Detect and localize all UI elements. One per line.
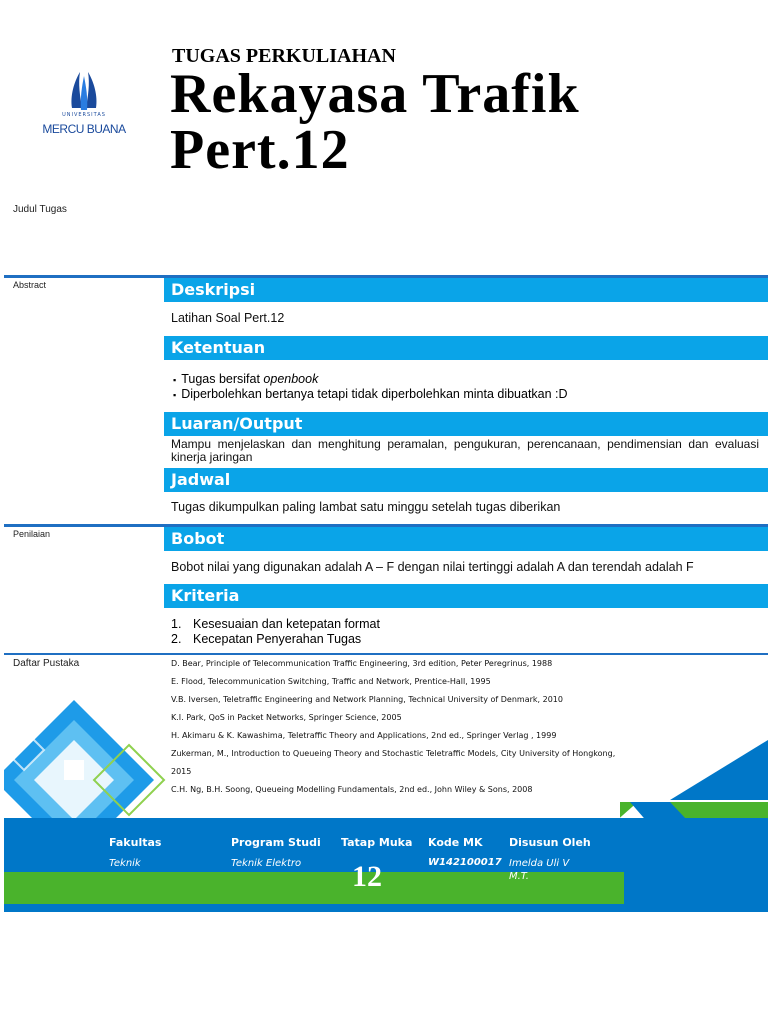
deskripsi-text: Latihan Soal Pert.12 (171, 311, 285, 325)
reference-item: V.B. Iversen, Teletraffic Engineering and Network Planning, Technical University of Denmark, 2010 (171, 695, 563, 704)
kriteria-number-2: 2. (171, 632, 182, 646)
ketentuan-item-2: Diperbolehkan bertanya tetapi tidak diperbolehkan minta dibuatkan :D (181, 387, 568, 401)
section-header-jadwal: Jadwal (164, 468, 768, 492)
reference-item: H. Akimaru & K. Kawashima, Teletraffic Theory and Applications, 2nd ed., Springer Verlag , 1999 (171, 731, 557, 740)
logo-university-text: UNIVERSITAS (62, 112, 106, 118)
footer-fakultas-label: Fakultas (109, 836, 162, 849)
footer-tatap-value: 12 (352, 860, 382, 893)
logo-name: MERCU BUANA (42, 122, 126, 136)
footer-disusun-label: Disusun Oleh (509, 836, 591, 849)
footer-prodi-label: Program Studi (231, 836, 321, 849)
logo-flame-icon (36, 68, 132, 114)
label-penilaian: Penilaian (13, 529, 51, 539)
reference-item: E. Flood, Telecommunication Switching, Traffic and Network, Prentice-Hall, 1995 (171, 677, 491, 686)
footer-disusun-value (509, 857, 569, 883)
reference-item: K.I. Park, QoS in Packet Networks, Springer Science, 2005 (171, 713, 402, 722)
ketentuan-item-1-prefix: Tugas bersifat (181, 372, 264, 386)
bobot-text: Bobot nilai yang digunakan adalah A – F dengan nilai tertinggi adalah A dan terendah adalah F (171, 560, 694, 574)
kriteria-list (171, 617, 380, 647)
reference-item: 2015 (171, 767, 192, 776)
section-header-kriteria: Kriteria (164, 584, 768, 608)
kriteria-number-1: 1. (171, 617, 182, 631)
section-header-bobot: Bobot (164, 527, 768, 551)
document-kind: TUGAS PERKULIAHAN (172, 45, 396, 67)
footer-tatap-label: Tatap Muka (341, 836, 413, 849)
footer-prodi-value: Teknik Elektro (231, 858, 302, 869)
kriteria-text-1: Kesesuaian dan ketepatan format (193, 617, 380, 631)
label-abstract: Abstract (13, 280, 47, 290)
document-title (170, 63, 580, 181)
footer-kode-label: Kode MK (428, 836, 483, 849)
list-item (171, 372, 568, 387)
list-item (171, 632, 380, 647)
label-judul-tugas: Judul Tugas (13, 204, 67, 215)
section-header-luaran: Luaran/Output (164, 412, 768, 436)
reference-item: Zukerman, M., Introduction to Queueing Theory and Stochastic Teletraffic Models, City University of Hongkong, (171, 749, 616, 758)
section-header-deskripsi: Deskripsi (164, 278, 768, 302)
jadwal-text: Tugas dikumpulkan paling lambat satu minggu setelah tugas diberikan (171, 500, 561, 514)
footer-disusun-line-1: Imelda Uli V (509, 858, 570, 869)
reference-item: D. Bear, Principle of Telecommunication Traffic Engineering, 3rd edition, Peter Peregrinus, 1988 (171, 659, 553, 668)
university-logo (36, 68, 132, 144)
footer-kode-value: W142100017 (428, 857, 502, 868)
list-item (171, 387, 568, 402)
label-daftar-pustaka: Daftar Pustaka (13, 658, 80, 669)
section-header-ketentuan: Ketentuan (164, 336, 768, 360)
title-line-2: Pert.12 (170, 119, 350, 181)
footer-disusun-line-2: M.T. (509, 871, 529, 882)
reference-item: C.H. Ng, B.H. Soong, Queueing Modelling Fundamentals, 2nd ed., John Wiley & Sons, 2008 (171, 785, 533, 794)
ketentuan-list (171, 372, 568, 402)
list-item (171, 617, 380, 632)
ketentuan-item-1-emphasis: openbook (263, 372, 319, 386)
kriteria-text-2: Kecepatan Penyerahan Tugas (193, 632, 362, 646)
footer-fakultas-value: Teknik (109, 858, 141, 869)
title-line-1: Rekayasa Trafik (170, 63, 580, 125)
luaran-text: Mampu menjelaskan dan menghitung peramalan, pengukuran, perencanaan, pendimensian dan evaluasi kinerja jaringan (171, 437, 759, 464)
